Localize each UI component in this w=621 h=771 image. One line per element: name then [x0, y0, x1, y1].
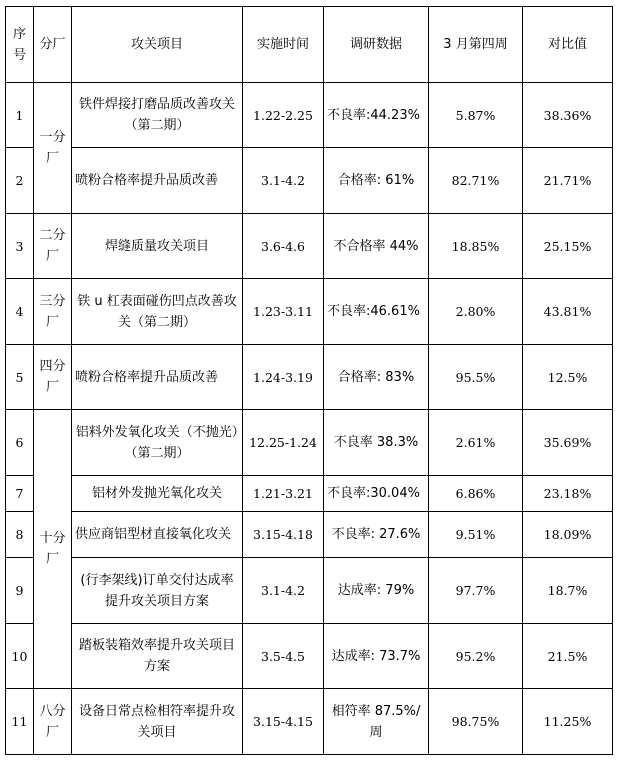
header-compare: 对比值 — [523, 7, 613, 83]
row-seq: 10 — [6, 624, 34, 689]
row-project: 喷粉合格率提升品质改善 — [72, 148, 243, 214]
row-project: 焊缝质量攻关项目 — [72, 214, 243, 279]
row-project: 铁件焊接打磨品质改善攻关（第二期） — [72, 83, 243, 148]
table-row — [6, 83, 613, 148]
row-week: 98.75% — [429, 689, 523, 755]
branch-cell: 一分厂 — [34, 83, 72, 214]
row-week: 6.86% — [429, 476, 523, 512]
row-period: 12.25-1.24 — [243, 410, 324, 476]
row-period: 1.22-2.25 — [243, 83, 324, 148]
header-row — [6, 7, 613, 83]
header-survey: 调研数据 — [324, 7, 429, 83]
row-period: 3.15-4.15 — [243, 689, 324, 755]
row-survey: 不良率:44.23% — [324, 83, 429, 148]
branch-cell: 二分厂 — [34, 214, 72, 279]
row-survey: 不良率 38.3% — [324, 410, 429, 476]
row-period: 1.24-3.19 — [243, 345, 324, 410]
table-row — [6, 214, 613, 279]
row-compare: 12.5% — [523, 345, 613, 410]
row-seq: 7 — [6, 476, 34, 512]
row-project: 设备日常点检相符率提升攻关项目 — [72, 689, 243, 755]
row-project: 铝材外发抛光氧化攻关 — [72, 476, 243, 512]
header-week: 3 月第四周 — [429, 7, 523, 83]
row-survey: 合格率: 83% — [324, 345, 429, 410]
row-period: 1.23-3.11 — [243, 279, 324, 345]
row-compare: 25.15% — [523, 214, 613, 279]
table-row — [6, 689, 613, 755]
table-row — [6, 345, 613, 410]
row-seq: 8 — [6, 512, 34, 558]
row-week: 2.61% — [429, 410, 523, 476]
row-compare: 11.25% — [523, 689, 613, 755]
row-seq: 11 — [6, 689, 34, 755]
row-compare: 21.71% — [523, 148, 613, 214]
header-branch: 分厂 — [34, 7, 72, 83]
row-week: 95.2% — [429, 624, 523, 689]
branch-cell: 八分厂 — [34, 689, 72, 755]
row-week: 9.51% — [429, 512, 523, 558]
row-survey: 相符率 87.5%/周 — [324, 689, 429, 755]
row-compare: 18.7% — [523, 558, 613, 624]
table-row — [6, 148, 613, 214]
row-survey: 合格率: 61% — [324, 148, 429, 214]
row-period: 1.21-3.21 — [243, 476, 324, 512]
branch-cell: 十分厂 — [34, 410, 72, 689]
row-project: 铝料外发氧化攻关（不抛光）（第二期） — [72, 410, 243, 476]
row-survey: 不良率:30.04% — [324, 476, 429, 512]
row-compare: 35.69% — [523, 410, 613, 476]
row-week: 97.7% — [429, 558, 523, 624]
row-survey: 不良率:46.61% — [324, 279, 429, 345]
row-project: 供应商铝型材直接氧化攻关 — [72, 512, 243, 558]
row-period: 3.1-4.2 — [243, 148, 324, 214]
row-period: 3.15-4.18 — [243, 512, 324, 558]
table-row — [6, 410, 613, 476]
row-project: 喷粉合格率提升品质改善 — [72, 345, 243, 410]
table-row — [6, 624, 613, 689]
header-project: 攻关项目 — [72, 7, 243, 83]
row-compare: 21.5% — [523, 624, 613, 689]
row-project: (行李架线)订单交付达成率提升攻关项目方案 — [72, 558, 243, 624]
row-week: 82.71% — [429, 148, 523, 214]
row-seq: 9 — [6, 558, 34, 624]
table-row — [6, 512, 613, 558]
row-compare: 43.81% — [523, 279, 613, 345]
row-period: 3.6-4.6 — [243, 214, 324, 279]
table-row — [6, 476, 613, 512]
row-period: 3.1-4.2 — [243, 558, 324, 624]
row-compare: 23.18% — [523, 476, 613, 512]
row-project: 铁 u 杠表面碰伤凹点改善攻关（第二期） — [72, 279, 243, 345]
row-survey: 达成率: 79% — [324, 558, 429, 624]
branch-cell: 四分厂 — [34, 345, 72, 410]
row-seq: 6 — [6, 410, 34, 476]
row-project: 踏板装箱效率提升攻关项目方案 — [72, 624, 243, 689]
row-period: 3.5-4.5 — [243, 624, 324, 689]
row-seq: 2 — [6, 148, 34, 214]
row-week: 5.87% — [429, 83, 523, 148]
row-compare: 38.36% — [523, 83, 613, 148]
branch-cell: 三分厂 — [34, 279, 72, 345]
header-period: 实施时间 — [243, 7, 324, 83]
row-seq: 3 — [6, 214, 34, 279]
row-compare: 18.09% — [523, 512, 613, 558]
table-row — [6, 558, 613, 624]
row-survey: 不良率: 27.6% — [324, 512, 429, 558]
row-week: 95.5% — [429, 345, 523, 410]
table-row — [6, 279, 613, 345]
row-survey: 达成率: 73.7% — [324, 624, 429, 689]
project-table — [5, 6, 613, 755]
header-seq: 序号 — [6, 7, 34, 83]
row-seq: 4 — [6, 279, 34, 345]
row-week: 2.80% — [429, 279, 523, 345]
row-seq: 5 — [6, 345, 34, 410]
row-seq: 1 — [6, 83, 34, 148]
row-survey: 不合格率 44% — [324, 214, 429, 279]
row-week: 18.85% — [429, 214, 523, 279]
